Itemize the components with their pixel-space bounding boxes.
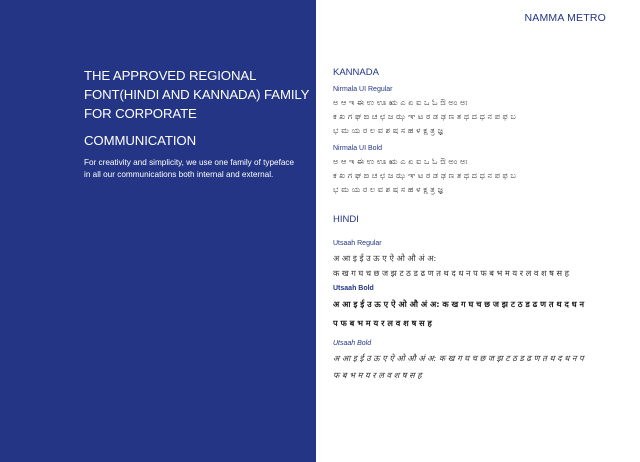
heading-line-2: FONT(HINDI AND KANNADA) FAMILY	[84, 87, 310, 102]
hindi-regular-line-2: क ख ग घ च छ ज झ ट ठ ड ढ ण त थ द ध न प फ ब भ म य र ल व श ष स ह	[333, 268, 570, 278]
hindi-italic-line-2: फ ब भ म य र ल व श ष स ह	[333, 370, 422, 380]
kannada-bold-line-3: ಭ ಮ ಯ ರ ಲ ವ ಶ ಷ ಸ ಹ ಳ ಕ್ಷ ತ್ರ ಜ್ಞ	[333, 184, 443, 194]
hindi-italic-label: Utsaah Bold	[333, 340, 372, 347]
kannada-bold-line-1: ಅ ಆ ಇ ಈ ಉ ಊ ಋ ಎ ಏ ಐ ಒ ಓ ಔ ಅಂ ಅಃ	[333, 156, 468, 166]
kannada-bold-line-2: ಕ ಖ ಗ ಘ ಙ ಚ ಛ ಜ ಝ ಞ ಟ ಠ ಡ ಢ ಣ ತ ಥ ದ ಧ ನ ಪ ಫ ಬ	[333, 170, 516, 180]
kannada-regular-line-2: ಕ ಖ ಗ ಘ ಙ ಚ ಛ ಜ ಝ ಞ ಟ ಠ ಡ ಢ ಣ ತ ಥ ದ ಧ ನ ಪ ಫ ಬ	[333, 111, 516, 121]
kannada-regular-line-3: ಭ ಮ ಯ ರ ಲ ವ ಶ ಷ ಸ ಹ ಳ ಕ್ಷ ತ್ರ ಜ್ಞ	[333, 125, 443, 135]
hindi-bold-line-2: प फ ब भ म य र ल व श ष स ह	[333, 318, 432, 328]
page-heading	[84, 66, 310, 150]
hindi-bold-label: Utsaah Bold	[333, 285, 374, 292]
brand-title: NAMMA METRO	[524, 12, 606, 24]
heading-line-4: COMMUNICATION	[84, 133, 197, 148]
kannada-bold-label: Nirmala UI Bold	[333, 145, 383, 152]
hindi-bold-line-1: अ आ इ ई उ ऊ ए ऐ ओ औ अं अ: क ख ग घ च छ ज झ ट ठ ड ढ ण त थ द ध न	[333, 299, 585, 309]
hindi-regular-label: Utsaah Regular	[333, 240, 382, 247]
hindi-regular-line-1: अ आ इ ई उ ऊ ए ऐ ओ औ अं अ:	[333, 253, 437, 263]
kannada-regular-label: Nirmala UI Regular	[333, 86, 393, 93]
kannada-section-title: KANNADA	[333, 67, 379, 78]
intro-paragraph: For creativity and simplicity, we use one family of typeface in all our communications both internal and external.	[84, 158, 295, 179]
kannada-regular-line-1: ಅ ಆ ಇ ಈ ಉ ಊ ಋ ಎ ಏ ಐ ಒ ಓ ಔ ಅಂ ಅಃ	[333, 97, 468, 107]
hindi-italic-line-1: अ आ इ ई उ ऊ ए ऐ ओ औ अं अ: क ख ग घ च छ ज झ ट ठ ड ढ ण त थ द ध न प	[333, 353, 584, 363]
hindi-section-title: HINDI	[333, 214, 359, 225]
heading-line-3: FOR CORPORATE	[84, 106, 197, 121]
heading-line-1: THE APPROVED REGIONAL	[84, 68, 257, 83]
